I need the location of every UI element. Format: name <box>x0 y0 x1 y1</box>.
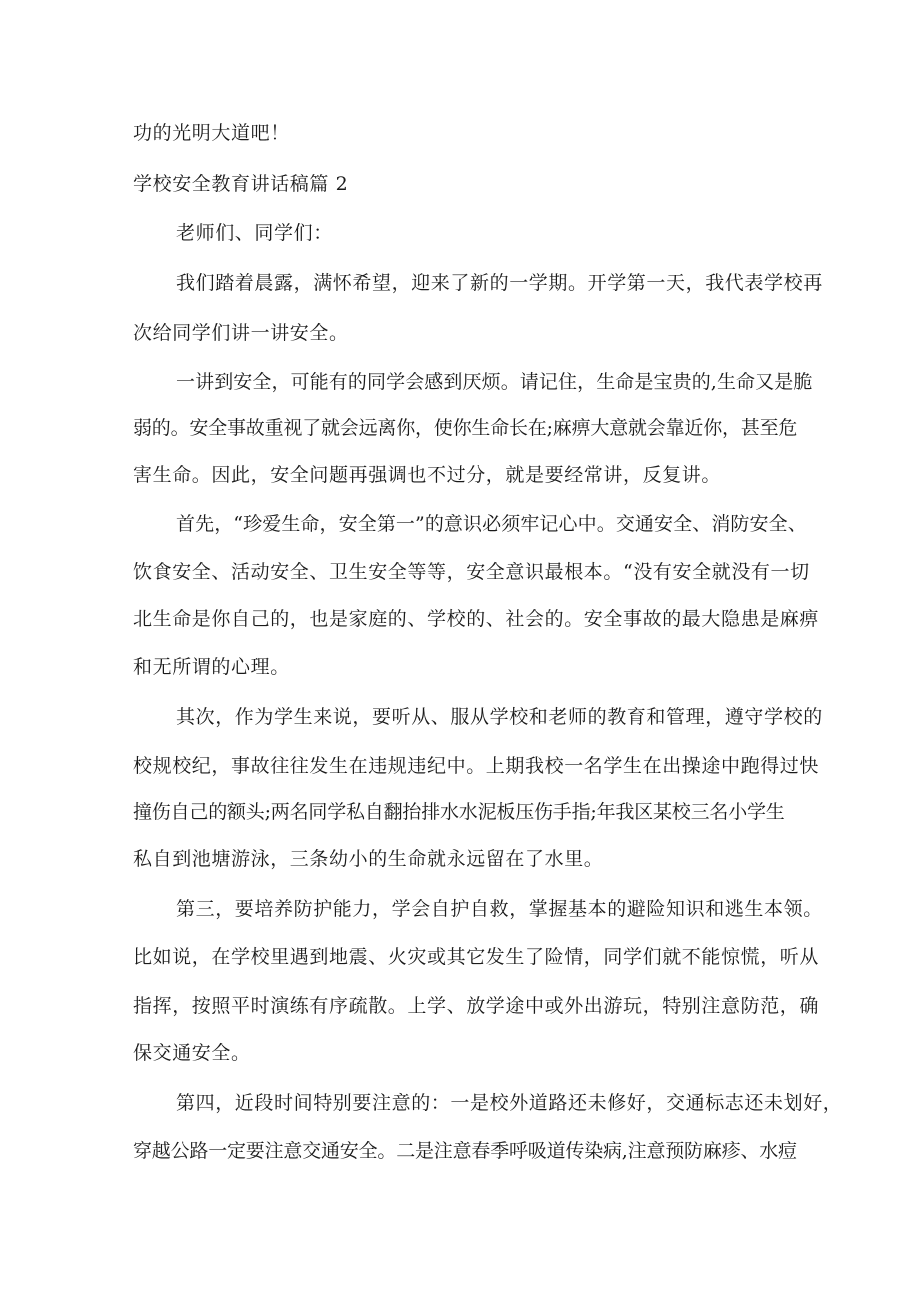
text-line: 功的光明大道吧！ <box>133 122 290 144</box>
text-line: 和无所谓的心理。 <box>133 656 290 678</box>
text-line: 其次，作为学生来说，要听从、服从学校和老师的教育和管理，遵守学校的 <box>176 706 823 728</box>
text-line: 首先，“珍爱生命，安全第一”的意识必须牢记心中。交通安全、消防安全、 <box>176 513 807 535</box>
text-line: 撞伤自己的额头;两名同学私自翻抬排水水泥板压伤手指;年我区某校三名小学生 <box>133 801 785 823</box>
text-line: 校规校纪，事故往往发生在违规违纪中。上期我校一名学生在出操途中跑得过快 <box>133 755 820 777</box>
salutation: 老师们、同学们： <box>176 222 333 244</box>
text-line: 指挥，按照平时演练有序疏散。上学、放学途中或外出游玩，特别注意防范，确 <box>133 995 820 1017</box>
text-line: 次给同学们讲一讲安全。 <box>133 322 349 344</box>
text-line: 害生命。因此，安全问题再强调也不过分，就是要经常讲，反复讲。 <box>133 464 722 486</box>
section-heading: 学校安全教育讲话稿篇 2 <box>133 173 349 195</box>
text-line: 保交通安全。 <box>133 1042 251 1064</box>
text-line: 一讲到安全，可能有的同学会感到厌烦。请记住，生命是宝贵的,生命又是脆 <box>176 371 813 393</box>
text-line: 比如说，在学校里遇到地震、火灾或其它发生了险情，同学们就不能惊慌，听从 <box>133 946 820 968</box>
text-line: 弱的。安全事故重视了就会远离你，使你生命长在;麻痹大意就会靠近你，甚至危 <box>133 417 798 439</box>
text-line: 北生命是你自己的，也是家庭的、学校的、社会的。安全事故的最大隐患是麻痹 <box>133 608 820 630</box>
text-line: 饮食安全、活动安全、卫生安全等等，安全意识最根本。“没有安全就没有一切 <box>133 561 810 583</box>
text-line: 我们踏着晨露，满怀希望，迎来了新的一学期。开学第一天，我代表学校再 <box>176 272 823 294</box>
text-line: 第三，要培养防护能力，学会自护自救，掌握基本的避险知识和逃生本领。 <box>176 898 823 920</box>
text-line: 第四，近段时间特别要注意的：一是校外道路还未修好，交通标志还未划好， <box>176 1092 843 1114</box>
text-line: 私自到池塘游泳，三条幼小的生命就永远留在了水里。 <box>133 848 604 870</box>
text-line: 穿越公路一定要注意交通安全。二是注意春季呼吸道传染病,注意预防麻疹、水痘 <box>133 1140 797 1162</box>
